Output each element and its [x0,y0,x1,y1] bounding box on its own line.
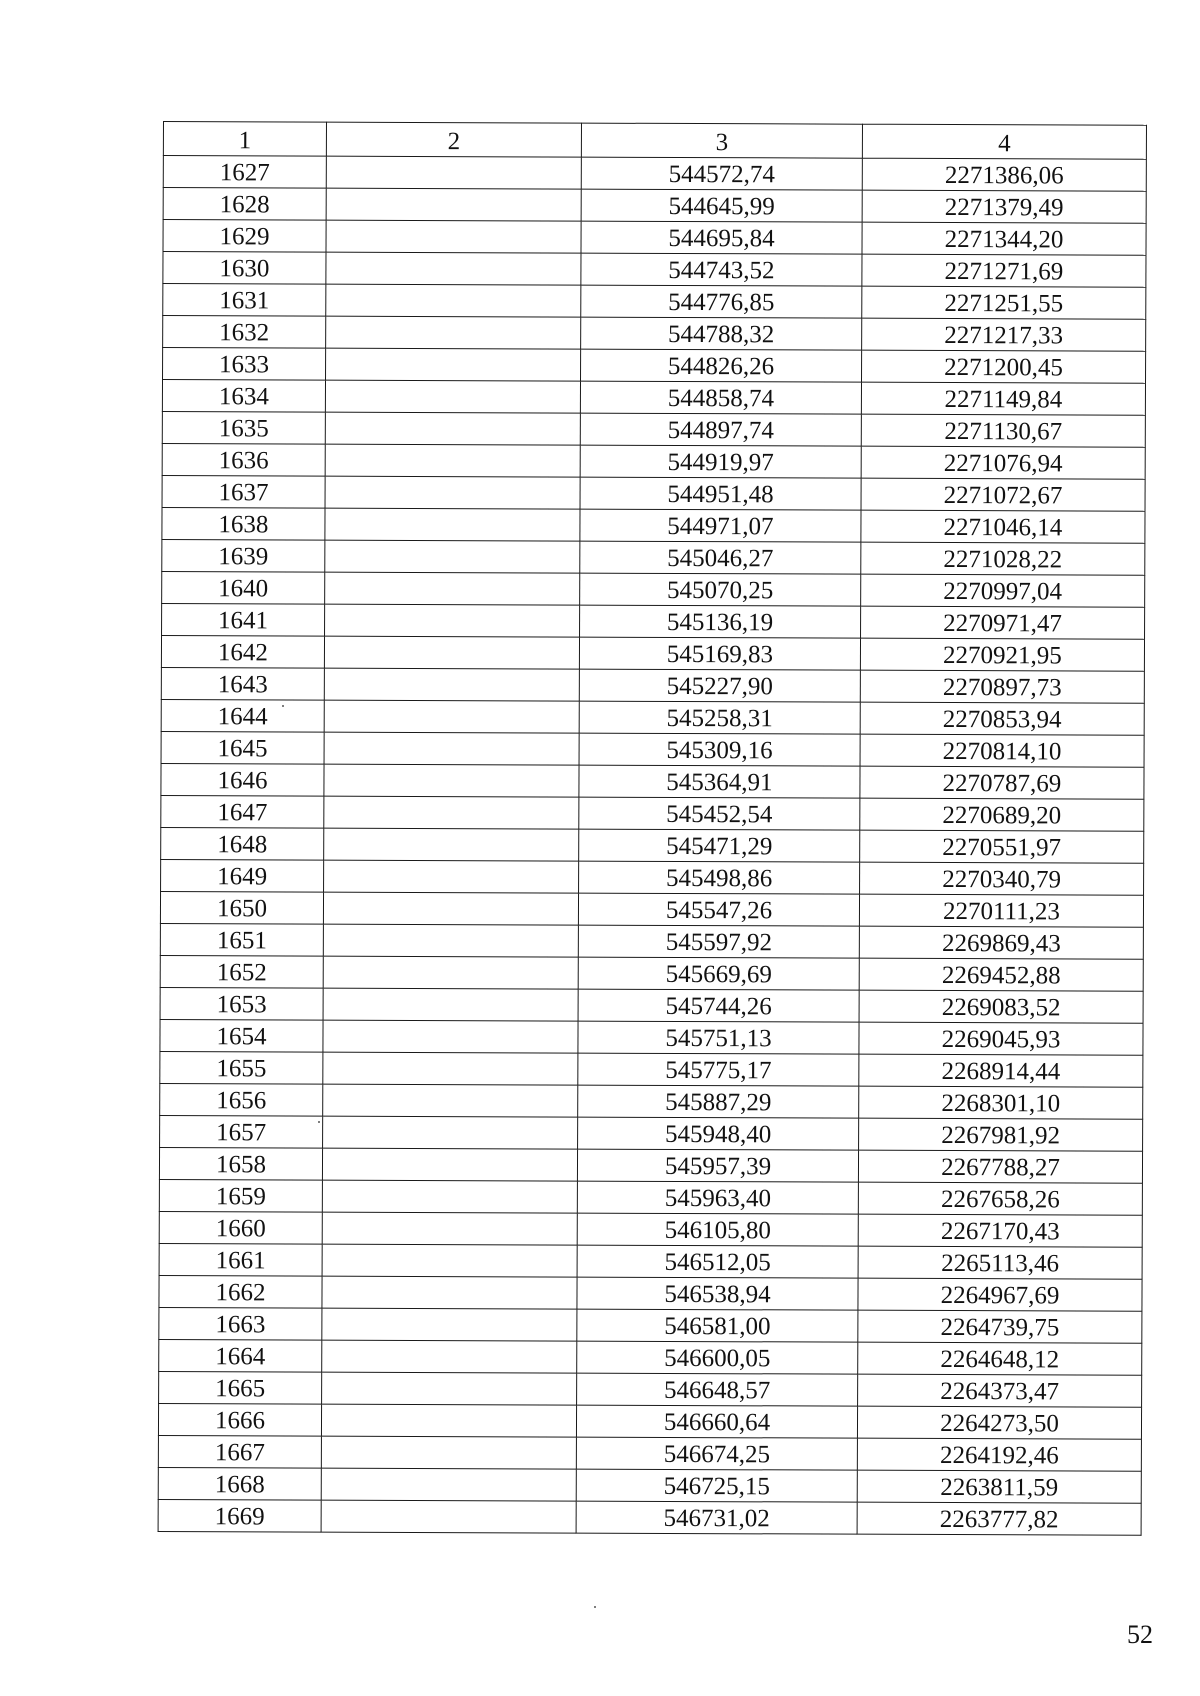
table-cell-col-3: 545498,86 [579,861,860,894]
table-row [160,1115,1143,1151]
table-cell-col-3: 544897,74 [580,413,861,446]
table-cell-col-2 [322,1244,577,1277]
table-cell-col-1: 1655 [160,1051,323,1084]
table-cell-col-2 [324,700,579,733]
table-cell-col-3: 545452,54 [579,797,860,830]
table-cell-col-1: 1635 [162,411,325,444]
table-cell-col-3: 545669,69 [578,957,859,990]
table-cell-col-2 [323,1116,578,1149]
table-cell-col-4: 2264739,75 [858,1310,1142,1343]
table-cell-col-4: 2271386,06 [862,158,1146,191]
table-row [159,1211,1142,1247]
header-row [163,122,1146,160]
table-row [160,1019,1143,1055]
table-row [162,380,1145,416]
table-row [159,1307,1142,1343]
table-cell-col-1: 1651 [160,923,323,956]
table-cell-col-3: 545957,39 [577,1149,858,1182]
table-cell-col-2 [324,732,579,765]
table-row [163,156,1146,192]
table-cell-col-4: 2271076,94 [861,446,1145,479]
table-cell-col-4: 2268301,10 [859,1086,1143,1119]
table-cell-col-1: 1663 [159,1307,322,1340]
table-cell-col-2 [321,1500,576,1533]
table-cell-col-3: 545258,31 [579,701,860,734]
table-row [162,443,1145,479]
table-cell-col-4: 2270787,69 [860,766,1144,799]
table-cell-col-2 [323,1084,578,1117]
table-cell-col-2 [326,348,581,381]
table-cell-col-4: 2265113,46 [858,1246,1142,1279]
table-cell-col-3: 544971,07 [580,509,861,542]
table-cell-col-2 [321,1468,576,1501]
table-cell-col-3: 545547,26 [578,893,859,926]
table-cell-col-1: 1669 [158,1499,321,1532]
table-cell-col-1: 1644 [161,699,324,732]
table-cell-col-2 [326,316,581,349]
table-row [162,539,1145,575]
table-cell-col-1: 1636 [162,443,325,476]
table-row [162,507,1145,543]
table-cell-col-4: 2271130,67 [861,414,1145,447]
table-cell-col-1: 1646 [161,763,324,796]
table-cell-col-3: 545136,19 [580,605,861,638]
table-cell-col-3: 546660,64 [576,1405,857,1438]
table-row [158,1435,1141,1471]
table-cell-col-3: 546648,57 [577,1373,858,1406]
table-cell-col-3: 546600,05 [577,1341,858,1374]
table-cell-col-1: 1631 [163,284,326,317]
table-cell-col-2 [321,1436,576,1469]
table-cell-col-3: 545227,90 [579,669,860,702]
table-cell-col-1: 1664 [159,1339,322,1372]
table-cell-col-4: 2271379,49 [862,190,1146,223]
table-cell-col-3: 545744,26 [578,989,859,1022]
table-cell-col-1: 1641 [162,603,325,636]
table-cell-col-1: 1634 [162,380,325,413]
table-cell-col-4: 2271251,55 [862,286,1146,319]
table-cell-col-3: 545046,27 [580,541,861,574]
table-row [163,220,1146,256]
table-row [159,1371,1142,1407]
table-cell-col-2 [322,1372,577,1405]
scan-speck [594,1606,596,1608]
table-cell-col-1: 1662 [159,1275,322,1308]
table-row [159,1275,1142,1311]
table-row [158,1499,1141,1535]
table-cell-col-4: 2269083,52 [859,990,1143,1023]
table-cell-col-4: 2269045,93 [859,1022,1143,1055]
table-cell-col-2 [324,860,579,893]
table-cell-col-3: 544645,99 [581,189,862,222]
table-cell-col-2 [324,796,579,829]
table-cell-col-2 [325,540,580,573]
table-cell-col-4: 2264648,12 [858,1342,1142,1375]
table-cell-col-2 [325,476,580,509]
header-col-3: 3 [581,123,862,158]
table-cell-col-3: 545948,40 [578,1117,859,1150]
table-row [160,891,1143,927]
table-row [163,188,1146,224]
table-cell-col-4: 2271028,22 [861,542,1145,575]
table-cell-col-2 [326,156,581,189]
table-cell-col-3: 544858,74 [580,381,861,414]
table-row [159,1243,1142,1279]
table-cell-col-2 [323,988,578,1021]
table-cell-col-4: 2267788,27 [858,1150,1142,1183]
table-cell-col-4: 2271046,14 [861,510,1145,543]
table-cell-col-2 [324,828,579,861]
table-row [161,763,1144,799]
table-cell-col-4: 2270853,94 [860,702,1144,735]
table-cell-col-2 [325,604,580,637]
table-cell-col-3: 545963,40 [577,1181,858,1214]
table-cell-col-2 [322,1180,577,1213]
table-cell-col-1: 1628 [163,188,326,221]
table-cell-col-1: 1632 [163,316,326,349]
table-cell-col-1: 1652 [160,955,323,988]
table-cell-col-1: 1668 [158,1467,321,1500]
scan-speck [282,705,284,707]
table-row [161,635,1144,671]
table-cell-col-4: 2271217,33 [862,318,1146,351]
table-row [160,955,1143,991]
table-row [158,1403,1141,1439]
table-cell-col-4: 2267658,26 [858,1182,1142,1215]
table-cell-col-1: 1667 [158,1435,321,1468]
table-cell-col-1: 1666 [158,1403,321,1436]
table-cell-col-1: 1629 [163,220,326,253]
table-cell-col-2 [326,284,581,317]
table-cell-col-1: 1630 [163,252,326,285]
table-cell-col-3: 545471,29 [579,829,860,862]
table-cell-col-4: 2271149,84 [861,382,1145,415]
table-cell-col-1: 1658 [159,1147,322,1180]
table-cell-col-3: 545309,16 [579,733,860,766]
table-cell-col-2 [323,956,578,989]
table-cell-col-3: 545364,91 [579,765,860,798]
table-row [163,284,1146,320]
table-cell-col-1: 1649 [161,859,324,892]
table-cell-col-3: 546512,05 [577,1245,858,1278]
table-cell-col-4: 2264967,69 [858,1278,1142,1311]
table-cell-col-2 [321,1404,576,1437]
table-cell-col-4: 2264373,47 [858,1374,1142,1407]
table-cell-col-1: 1657 [160,1115,323,1148]
table-cell-col-2 [323,1052,578,1085]
table-cell-col-1: 1645 [161,731,324,764]
table-cell-col-3: 545070,25 [580,573,861,606]
table-cell-col-1: 1637 [162,475,325,508]
table-row [163,316,1146,352]
coordinates-table [158,121,1147,1536]
table-row [161,859,1144,895]
table-cell-col-1: 1665 [159,1371,322,1404]
table-cell-col-3: 544776,85 [581,285,862,318]
table-cell-col-2 [325,380,580,413]
table-cell-col-2 [323,892,578,925]
table-cell-col-3: 544788,32 [581,317,862,350]
table-cell-col-3: 544919,97 [580,445,861,478]
table-cell-col-4: 2267981,92 [859,1118,1143,1151]
table-row [163,252,1146,288]
table-cell-col-2 [322,1276,577,1309]
table-cell-col-3: 544695,84 [581,221,862,254]
table-row [160,1083,1143,1119]
table-cell-col-4: 2270971,47 [861,606,1145,639]
table-row [162,571,1145,607]
table-row [162,411,1145,447]
scan-speck [318,1121,320,1123]
table-cell-col-2 [322,1148,577,1181]
table-cell-col-1: 1659 [159,1179,322,1212]
table-cell-col-1: 1643 [161,667,324,700]
table-cell-col-1: 1654 [160,1019,323,1052]
table-cell-col-4: 2269452,88 [859,958,1143,991]
table-cell-col-3: 546538,94 [577,1277,858,1310]
table-cell-col-3: 544572,74 [581,157,862,190]
table-cell-col-4: 2269869,43 [859,926,1143,959]
table-cell-col-1: 1633 [163,348,326,381]
table-cell-col-4: 2267170,43 [858,1214,1142,1247]
header-col-1: 1 [163,122,326,157]
table-cell-col-2 [325,412,580,445]
table-cell-col-1: 1653 [160,987,323,1020]
table-cell-col-3: 546105,80 [577,1213,858,1246]
table-row [163,348,1146,384]
table-cell-col-4: 2270814,10 [860,734,1144,767]
table-cell-col-2 [326,252,581,285]
table-row [161,827,1144,863]
table-cell-col-2 [324,764,579,797]
table-cell-col-2 [324,668,579,701]
table-cell-col-2 [322,1212,577,1245]
table-row [161,699,1144,735]
table-row [160,987,1143,1023]
table-cell-col-3: 546674,25 [576,1437,857,1470]
table-cell-col-4: 2271200,45 [862,350,1146,383]
table-cell-col-3: 546731,02 [576,1501,857,1534]
table-row [159,1147,1142,1183]
table-cell-col-1: 1639 [162,539,325,572]
page-number: 52 [1127,1620,1153,1649]
table-cell-col-1: 1647 [161,795,324,828]
table-cell-col-4: 2271271,69 [862,254,1146,287]
table-cell-col-2 [326,188,581,221]
table-cell-col-4: 2271072,67 [861,478,1145,511]
table-body [158,156,1146,1536]
table-cell-col-3: 545597,92 [578,925,859,958]
table-row [158,1467,1141,1503]
table-cell-col-1: 1642 [161,635,324,668]
table-cell-col-2 [324,636,579,669]
table-cell-col-4: 2270111,23 [859,894,1143,927]
table-cell-col-2 [322,1308,577,1341]
table-cell-col-4: 2270997,04 [861,574,1145,607]
table-cell-col-1: 1661 [159,1243,322,1276]
table-cell-col-4: 2264192,46 [857,1438,1141,1471]
table-cell-col-4: 2270551,97 [860,830,1144,863]
table-cell-col-3: 544743,52 [581,253,862,286]
table-cell-col-3: 546725,15 [576,1469,857,1502]
table-cell-col-2 [325,444,580,477]
table-cell-col-2 [325,508,580,541]
table-cell-col-2 [323,924,578,957]
table-row [160,1051,1143,1087]
table-cell-col-3: 545169,83 [579,637,860,670]
table-row [162,475,1145,511]
table-row [159,1179,1142,1215]
table-cell-col-3: 544951,48 [580,477,861,510]
table-row [160,923,1143,959]
table-cell-col-1: 1650 [160,891,323,924]
table-cell-col-4: 2270340,79 [860,862,1144,895]
table-cell-col-1: 1660 [159,1211,322,1244]
table-cell-col-2 [325,572,580,605]
table-cell-col-3: 546581,00 [577,1309,858,1342]
table-cell-col-4: 2268914,44 [859,1054,1143,1087]
table-cell-col-4: 2263777,82 [857,1502,1141,1535]
table-cell-col-4: 2270689,20 [860,798,1144,831]
table-header [163,122,1146,160]
table-cell-col-1: 1640 [162,571,325,604]
table-cell-col-1: 1648 [161,827,324,860]
table-cell-col-4: 2270921,95 [860,638,1144,671]
table-cell-col-3: 545751,13 [578,1021,859,1054]
table-cell-col-4: 2270897,73 [860,670,1144,703]
table-cell-col-2 [322,1340,577,1373]
header-col-4: 4 [862,124,1146,159]
table-cell-col-4: 2264273,50 [857,1406,1141,1439]
table-cell-col-3: 545775,17 [578,1053,859,1086]
table-row [162,603,1145,639]
table-cell-col-4: 2263811,59 [857,1470,1141,1503]
table-row [161,795,1144,831]
table-cell-col-3: 544826,26 [581,349,862,382]
table-row [161,731,1144,767]
table-row [161,667,1144,703]
table-row [159,1339,1142,1375]
table-cell-col-1: 1656 [160,1083,323,1116]
table-cell-col-3: 545887,29 [578,1085,859,1118]
header-col-2: 2 [326,122,581,157]
table-cell-col-1: 1627 [163,156,326,189]
table-cell-col-2 [326,220,581,253]
table-cell-col-1: 1638 [162,507,325,540]
table-cell-col-4: 2271344,20 [862,222,1146,255]
table-cell-col-2 [323,1020,578,1053]
